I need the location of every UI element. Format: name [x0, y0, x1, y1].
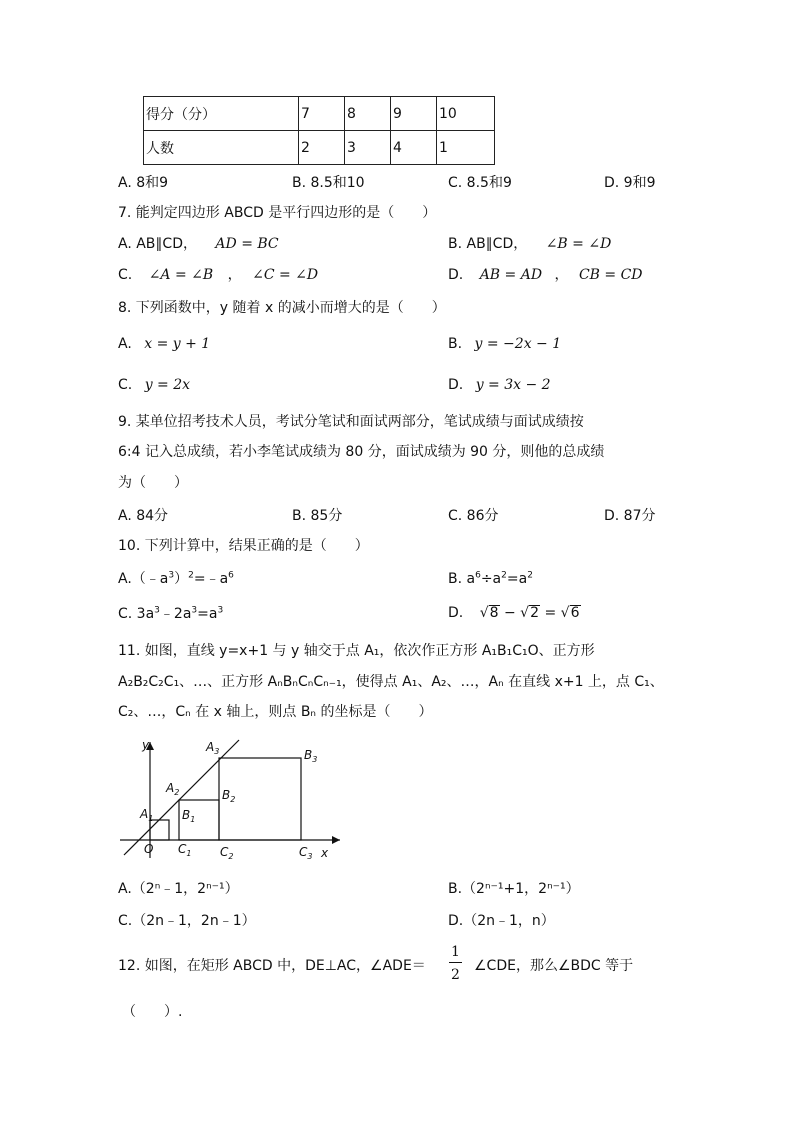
- q8-option-b: [448, 337, 561, 351]
- q10-c-exp: 3: [217, 605, 224, 616]
- q10-option-c: [118, 607, 223, 621]
- fraction-one-half: [449, 944, 462, 983]
- x-axis-label: x: [321, 846, 329, 860]
- q7-stem: 7. 能判定四边形 ABCD 是平行四边形的是（ ）: [118, 205, 437, 221]
- q12-stem-before: 12. 如图，在矩形 ABCD 中，DE⊥AC，∠ADE＝: [118, 958, 426, 974]
- table-cell: 8: [345, 97, 391, 131]
- q6-option-a: A. 8和9: [118, 175, 169, 191]
- label-b2: $B_2$: [222, 788, 236, 804]
- q9-line1: 9. 某单位招考技术人员，考试分笔试和面试两部分，笔试成绩与面试成绩按: [118, 414, 584, 430]
- q8-option-d: [448, 378, 551, 392]
- q10-b-exp: 6: [475, 570, 481, 581]
- q6-option-c: C. 8.5和9: [448, 175, 512, 191]
- q10-c-mid: ﹣2a: [159, 606, 192, 622]
- q7-option-b: [448, 237, 611, 251]
- q9-option-d: D. 87分: [604, 508, 656, 524]
- q7-c-math2: ∠C = ∠D: [252, 267, 319, 283]
- table-cell: 10: [437, 97, 495, 131]
- q10-d-op: −: [499, 605, 521, 621]
- q10-d-radicand: 6: [570, 605, 580, 621]
- q7-c-math1: ∠A = ∠B: [148, 267, 214, 283]
- q10-c-exp: 3: [154, 605, 160, 616]
- q7-a-math: AD = BC: [215, 236, 279, 252]
- fraction-denominator: 2: [451, 967, 460, 983]
- label-c2: $C_2$: [220, 845, 234, 861]
- q9-option-a: A. 84分: [118, 508, 169, 524]
- q7-c-label: C.: [118, 267, 133, 283]
- q10-b-mid: ÷a: [480, 571, 502, 587]
- score-table: [143, 96, 495, 165]
- q10-d-radicand: 2: [530, 605, 540, 621]
- table-cell: 人数: [144, 131, 299, 165]
- label-c3: $C_3$: [299, 845, 313, 861]
- q10-a-exp: 2: [188, 570, 194, 581]
- q10-d-radicand: 8: [489, 605, 499, 621]
- q10-b-label: B. a: [448, 571, 476, 587]
- q7-d-math1: AB = AD: [479, 267, 543, 283]
- q10-c-exp: 3: [191, 605, 198, 616]
- q9-line3: 为（ ）: [118, 475, 188, 491]
- table-cell: 得分（分）: [144, 97, 299, 131]
- q10-option-d: [448, 605, 581, 620]
- q10-b-exp: 2: [527, 570, 533, 581]
- q11-option-d: D.（2n﹣1，n）: [448, 913, 555, 929]
- q10-d-eq: =: [540, 605, 561, 621]
- q7-c-sep: ，: [227, 267, 242, 283]
- q10-b-exp: 2: [501, 570, 507, 581]
- q12-stem-after: ∠CDE，那么∠BDC 等于: [474, 958, 634, 974]
- q8-c-math: y = 2x: [144, 377, 191, 393]
- q10-a-label: A.（﹣a: [118, 571, 169, 587]
- q8-b-label: B.: [448, 336, 463, 352]
- q8-a-label: A.: [118, 336, 132, 352]
- q10-a-exp: 3: [168, 570, 175, 581]
- q8-option-a: [118, 337, 210, 351]
- label-a2: $A_2$: [166, 781, 180, 797]
- sqrt-icon: √: [520, 605, 530, 621]
- q11-line3: C₂、…，Cₙ 在 x 轴上，则点 Bₙ 的坐标是（ ）: [118, 704, 433, 720]
- table-row: [144, 97, 495, 131]
- q9-option-c: C. 86分: [448, 508, 499, 524]
- label-a1: $A_1$: [140, 807, 154, 823]
- square-1: [150, 820, 169, 840]
- q11-option-b: B.（2ⁿ⁻¹+1，2ⁿ⁻¹）: [448, 881, 580, 897]
- q10-stem: 10. 下列计算中，结果正确的是（ ）: [118, 538, 369, 554]
- q8-d-math: y = 3x − 2: [475, 377, 551, 393]
- table-cell: 2: [299, 131, 345, 165]
- q7-a-label: A. AB∥CD，: [118, 236, 197, 252]
- origin-label: O: [144, 842, 154, 856]
- q7-d-math2: CB = CD: [578, 267, 643, 283]
- q10-c-rest: =a: [197, 606, 218, 622]
- x-arrow-icon: [332, 836, 340, 844]
- q6-option-b: B. 8.5和10: [292, 175, 365, 191]
- q10-option-a: [118, 572, 234, 586]
- q10-a-mid: ）: [174, 571, 189, 587]
- label-c1: $C_1$: [178, 842, 192, 858]
- label-a3: $A_3$: [206, 740, 220, 756]
- table-row: [144, 131, 495, 165]
- sqrt-icon: √: [479, 605, 489, 621]
- q10-option-b: [448, 572, 533, 586]
- q8-a-math: x = y + 1: [144, 336, 211, 352]
- q10-a-rest: =﹣a: [193, 571, 229, 587]
- q12-answer-blank: （ ）.: [122, 1004, 183, 1020]
- label-b3: $B_3$: [304, 748, 318, 764]
- q8-c-label: C.: [118, 377, 133, 393]
- geometry-figure: [112, 734, 352, 864]
- q8-option-c: [118, 378, 190, 392]
- fraction-numerator: 1: [449, 944, 462, 963]
- q7-option-c: [118, 268, 318, 282]
- q11-option-c: C.（2n﹣1，2n﹣1）: [118, 913, 256, 929]
- q11-line2: A₂B₂C₂C₁、…、正方形 AₙBₙCₙCₙ₋₁，使得点 A₁、A₂、…，Aₙ 在直线 x+1 上，点 C₁、: [118, 674, 664, 690]
- q8-stem: 8. 下列函数中，y 随着 x 的减小而增大的是（ ）: [118, 300, 446, 316]
- table-cell: 7: [299, 97, 345, 131]
- table-cell: 4: [391, 131, 437, 165]
- q7-d-label: D.: [448, 267, 464, 283]
- q7-b-label: B. AB∥CD，: [448, 236, 528, 252]
- table-cell: 1: [437, 131, 495, 165]
- q11-line1: 11. 如图，直线 y=x+1 与 y 轴交于点 A₁，依次作正方形 A₁B₁C₁O、正方形: [118, 643, 595, 659]
- q10-a-exp: 6: [228, 570, 234, 581]
- q9-option-b: B. 85分: [292, 508, 343, 524]
- q7-d-sep: ，: [554, 267, 569, 283]
- y-axis-label: y: [142, 738, 150, 752]
- q10-b-rest: =a: [506, 571, 528, 587]
- sqrt-icon: √: [560, 605, 570, 621]
- q10-c-label: C. 3a: [118, 606, 155, 622]
- q8-d-label: D.: [448, 377, 464, 393]
- label-b1: $B_1$: [182, 808, 196, 824]
- q10-d-label: D.: [448, 605, 464, 621]
- q7-b-math: ∠B = ∠D: [545, 236, 612, 252]
- q6-option-d: D. 9和9: [604, 175, 656, 191]
- q7-option-a: [118, 237, 279, 251]
- q9-line2: 6:4 记入总成绩，若小李笔试成绩为 80 分，面试成绩为 90 分，则他的总成绩: [118, 444, 605, 460]
- q7-option-d: [448, 268, 643, 282]
- q11-option-a: A.（2ⁿ﹣1，2ⁿ⁻¹）: [118, 881, 239, 897]
- q8-b-math: y = −2x − 1: [474, 336, 562, 352]
- table-cell: 9: [391, 97, 437, 131]
- table-cell: 3: [345, 131, 391, 165]
